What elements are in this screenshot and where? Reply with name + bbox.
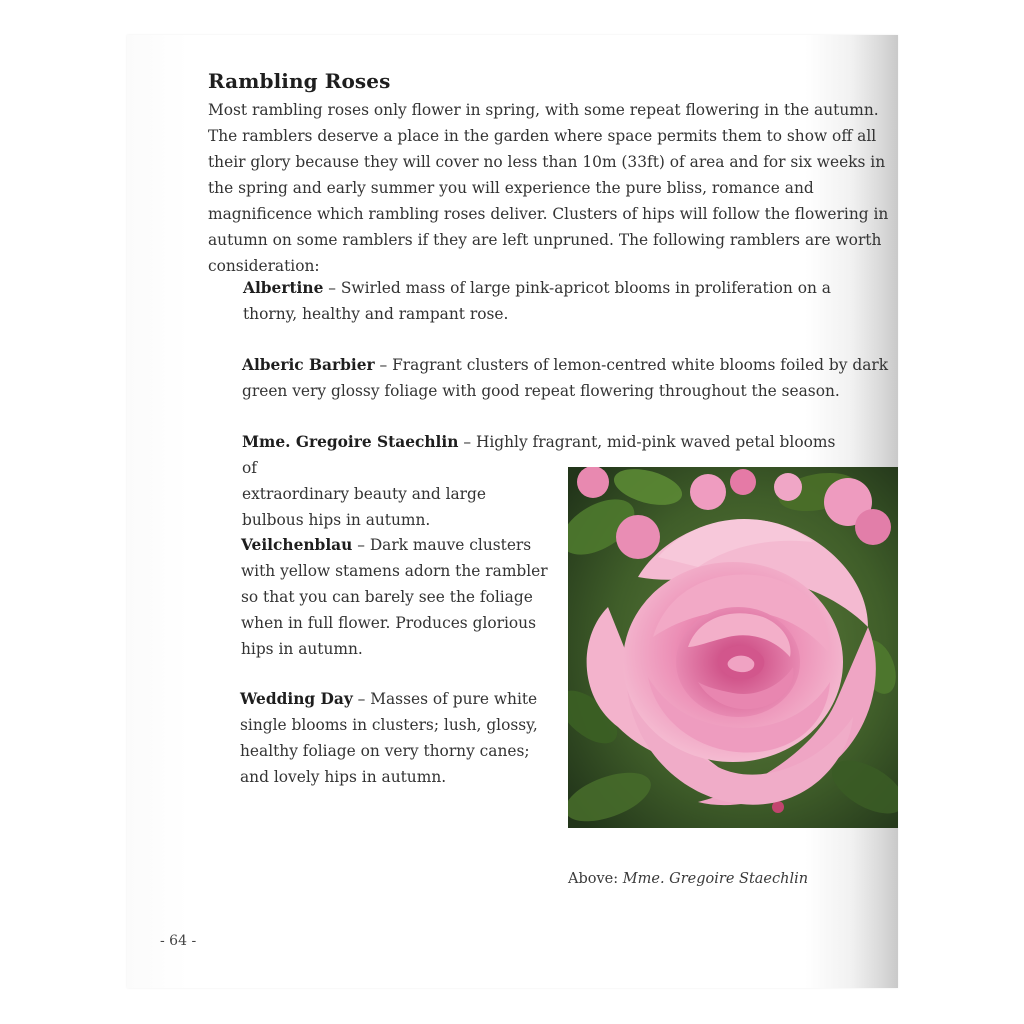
page-number: - 64 - (160, 933, 197, 949)
rose-name: Veilchenblau (241, 536, 353, 554)
rose-entry-alberic-barbier (242, 352, 898, 404)
caption-prefix: Above: (568, 871, 623, 887)
entry-separator: – (458, 433, 476, 451)
rose-entry-albertine (243, 275, 883, 327)
rose-name: Mme. Gregoire Staechlin (242, 433, 459, 451)
caption-rose-name: Mme. Gregoire Staechlin (622, 871, 809, 887)
rose-photo (568, 467, 898, 828)
rose-entry-veilchenblau (241, 532, 551, 662)
rose-description: Fragrant clusters of lemon-centred white blooms foiled by dark green very glossy foliage with good repeat flowering throughout the season. (242, 356, 889, 400)
rose-name: Wedding Day (240, 690, 353, 708)
rose-name: Alberic Barbier (242, 356, 375, 374)
rose-illustration (568, 467, 898, 828)
section-heading: Rambling Roses (208, 69, 391, 93)
rose-entry-wedding-day (240, 686, 560, 790)
rose-description-continued: extraordinary beauty and large bulbous hips in autumn. (242, 485, 487, 529)
rose-description: Dark mauve clusters with yellow stamens adorn the rambler so that you can barely see the foliage when in full flower. Produces glorious hips in autumn. (241, 536, 548, 658)
rose-description-line1: Highly fragrant, mid-pink waved petal blooms of (242, 433, 836, 477)
rose-description: Masses of pure white single blooms in clusters; lush, glossy, healthy foliage on very thorny canes; and lovely hips in autumn. (240, 690, 538, 786)
intro-paragraph: Most rambling roses only flower in spring, with some repeat flowering in the autumn. The ramblers deserve a place in the garden where space permits them to show off all their glory because they will cover no less than 10m (33ft) of area and for six weeks in the spring and early summer you will experience the pure bliss, romance and magnificence which rambling roses deliver. Clusters of hips will follow the flowering in autumn on some ramblers if they are left unpruned. The following ramblers are worth consideration: (208, 101, 889, 275)
entry-separator: – (352, 536, 370, 554)
entry-separator: – (323, 279, 341, 297)
photo-caption (568, 871, 808, 887)
entry-separator: – (374, 356, 393, 374)
rose-description: Swirled mass of large pink-apricot blooms in proliferation on a thorny, healthy and rampant rose. (243, 279, 831, 323)
book-page (127, 35, 898, 988)
rose-name: Albertine (243, 279, 324, 297)
entry-separator: – (352, 690, 371, 708)
